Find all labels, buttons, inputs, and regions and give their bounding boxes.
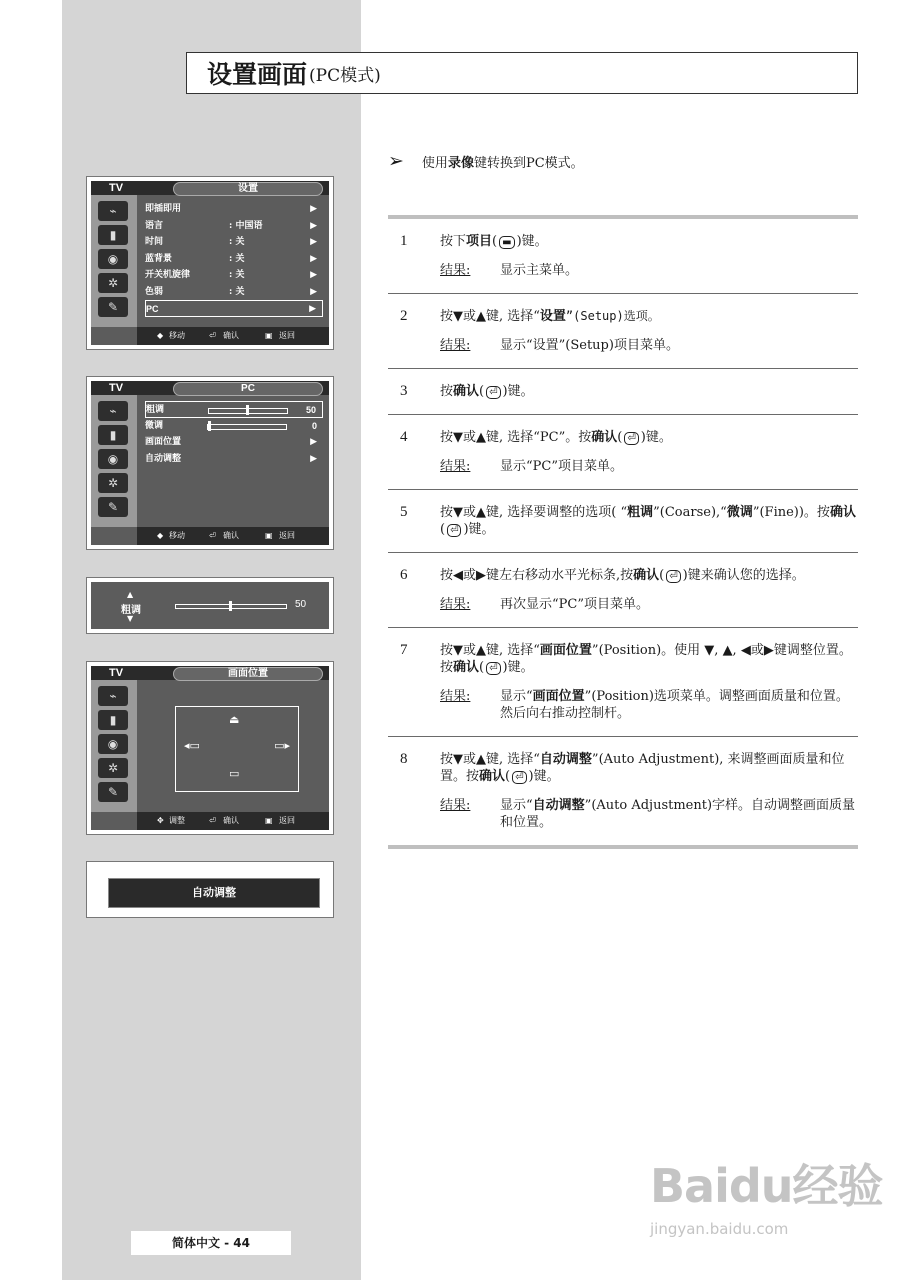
pc-menu (145, 401, 323, 467)
coarse-slider[interactable] (175, 604, 287, 609)
watermark-logo: Baidu经验 (650, 1159, 883, 1213)
watermark-url: jingyan.baidu.com (650, 1220, 789, 1238)
position-left-icon: ◂▭ (184, 739, 200, 752)
tv-label: TV (108, 667, 124, 679)
step-4: 4 按▼或▲键, 选择“PC”。按确认( ⏎ )键。 结果: 显示“PC”项目菜单。 (388, 415, 858, 490)
setup-icon: ✲ (98, 473, 128, 493)
enter-icon: ⏎ (209, 531, 216, 540)
step-5: 5 按▼或▲键, 选择要调整的选项( “粗调”(Coarse),“微调”(Fine))。按确认( ⏎ )键。 (388, 490, 858, 553)
menu-item[interactable]: 画面位置 ▶ (145, 437, 317, 447)
menu-item[interactable]: 开关机旋律 : 关 ▶ (145, 270, 317, 280)
tip-arrow-icon: ➢ (388, 150, 404, 172)
picture-icon: ⌁ (98, 686, 128, 706)
osd-footer: ◆ 移动 ⏎ 确认 ▣ 返回 (137, 327, 329, 345)
enter-key-icon: ⏎ (624, 432, 638, 445)
osd-title: 画面位置 (173, 667, 323, 681)
osd-coarse-bar: ▲ 粗调 ▼ 50 (86, 577, 334, 634)
enter-key-icon: ⏎ (447, 524, 461, 537)
menu-item[interactable]: 时间 : 关 ▶ (145, 237, 317, 247)
menu-icon: ▣ (265, 531, 273, 540)
tv-label: TV (108, 182, 124, 194)
tv-label: TV (108, 382, 124, 394)
osd-title: PC (173, 382, 323, 396)
channel-icon: ◉ (98, 734, 128, 754)
setup-menu (145, 201, 323, 317)
enter-key-icon: ⏎ (512, 771, 526, 784)
osd-setup-screenshot (86, 176, 334, 350)
step-7: 7 按▼或▲键, 选择“画面位置”(Position)。使用 ▼, ▲, ◀或▶键调整位置。按确认( ⏎ )键。 结果: 显示“画面位置”(Position)选项菜单。调整画面质量和位置。然后向右推动控制杆。 (388, 628, 858, 737)
menu-item[interactable]: 即插即用 ▶ (145, 204, 317, 214)
enter-key-icon: ⏎ (486, 662, 500, 675)
menu-key-icon: ▬ (499, 236, 514, 249)
sound-icon: ▮ (98, 225, 128, 245)
step-2: 2 按▼或▲键, 选择“设置”(Setup)选项。 结果: 显示“设置”(Setup)项目菜单。 (388, 294, 858, 369)
setup-icon: ✲ (98, 273, 128, 293)
menu-item[interactable]: 语言 : 中国语 ▶ (145, 220, 317, 231)
enter-key-icon: ⏎ (666, 570, 680, 583)
step-1: 1 按下项目( ▬ )键。 结果: 显示主菜单。 (388, 219, 858, 294)
menu-icon: ▣ (265, 331, 273, 340)
sound-icon: ▮ (98, 425, 128, 445)
enter-key-icon: ⏎ (486, 386, 500, 399)
input-icon: ✎ (98, 297, 128, 317)
menu-item[interactable]: 色弱 : 关 ▶ (145, 286, 317, 297)
enter-icon: ⏎ (209, 331, 216, 340)
up-arrow-icon: ▲ (127, 590, 134, 599)
picture-icon: ⌁ (98, 201, 128, 221)
step-6: 6 按◀或▶键左右移动水平光标条,按确认( ⏎ )键来确认您的选择。 结果: 再次显示“PC”项目菜单。 (388, 553, 858, 628)
page-number: 简体中文 - 44 (131, 1231, 291, 1255)
channel-icon: ◉ (98, 449, 128, 469)
tip-note: ➢ 使用 录像 键转换到PC模式。 (388, 150, 584, 172)
menu-item-selected[interactable]: PC ▶ (145, 300, 323, 317)
osd-position-screenshot (86, 661, 334, 835)
setup-icon: ✲ (98, 758, 128, 778)
osd-pc-screenshot (86, 376, 334, 550)
step-8: 8 按▼或▲键, 选择“自动调整”(Auto Adjustment), 来调整画面质量和位置。按确认( ⏎ )键。 结果: 显示“自动调整”(Auto Adjustment)字样。自动调整画面质量和位置。 (388, 737, 858, 849)
menu-icon: ▣ (265, 816, 273, 825)
menu-item[interactable]: 自动调整 ▶ (145, 453, 317, 464)
osd-footer: ◆ 移动 ⏎ 确认 ▣ 返回 (137, 527, 329, 545)
move-icon: ◆ (157, 331, 164, 340)
picture-icon: ⌁ (98, 401, 128, 421)
step-3: 3 按确认( ⏎ )键。 (388, 369, 858, 415)
channel-icon: ◉ (98, 249, 128, 269)
osd-footer: ✥ 调整 ⏎ 确认 ▣ 返回 (137, 812, 329, 830)
move-icon: ◆ (157, 531, 164, 540)
watermark (650, 1150, 883, 1238)
input-icon: ✎ (98, 782, 128, 802)
position-down-icon: ▭ (229, 767, 240, 780)
coarse-slider[interactable] (208, 408, 288, 414)
enter-icon: ⏎ (209, 816, 216, 825)
page-title: 设置画面 (207, 60, 308, 89)
position-up-icon: ⏏ (229, 713, 240, 726)
position-box (175, 706, 299, 792)
menu-item[interactable]: 蓝背景 : 关 ▶ (145, 253, 317, 264)
position-right-icon: ▭▸ (274, 739, 290, 752)
sound-icon: ▮ (98, 710, 128, 730)
adjust-icon: ✥ (157, 816, 164, 825)
input-icon: ✎ (98, 497, 128, 517)
menu-item-fine[interactable]: 微调 0 (145, 420, 317, 431)
fine-slider[interactable] (207, 424, 287, 430)
page-title-box (186, 52, 858, 94)
steps-list (388, 215, 858, 849)
down-arrow-icon: ▼ (127, 614, 134, 623)
osd-title: 设置 (173, 182, 323, 196)
menu-item-coarse[interactable]: 粗调 50 (145, 401, 323, 418)
page-subtitle: (PC模式) (309, 65, 381, 86)
auto-adjust-banner: 自动调整 (108, 878, 320, 908)
osd-auto-adjust (86, 861, 334, 918)
